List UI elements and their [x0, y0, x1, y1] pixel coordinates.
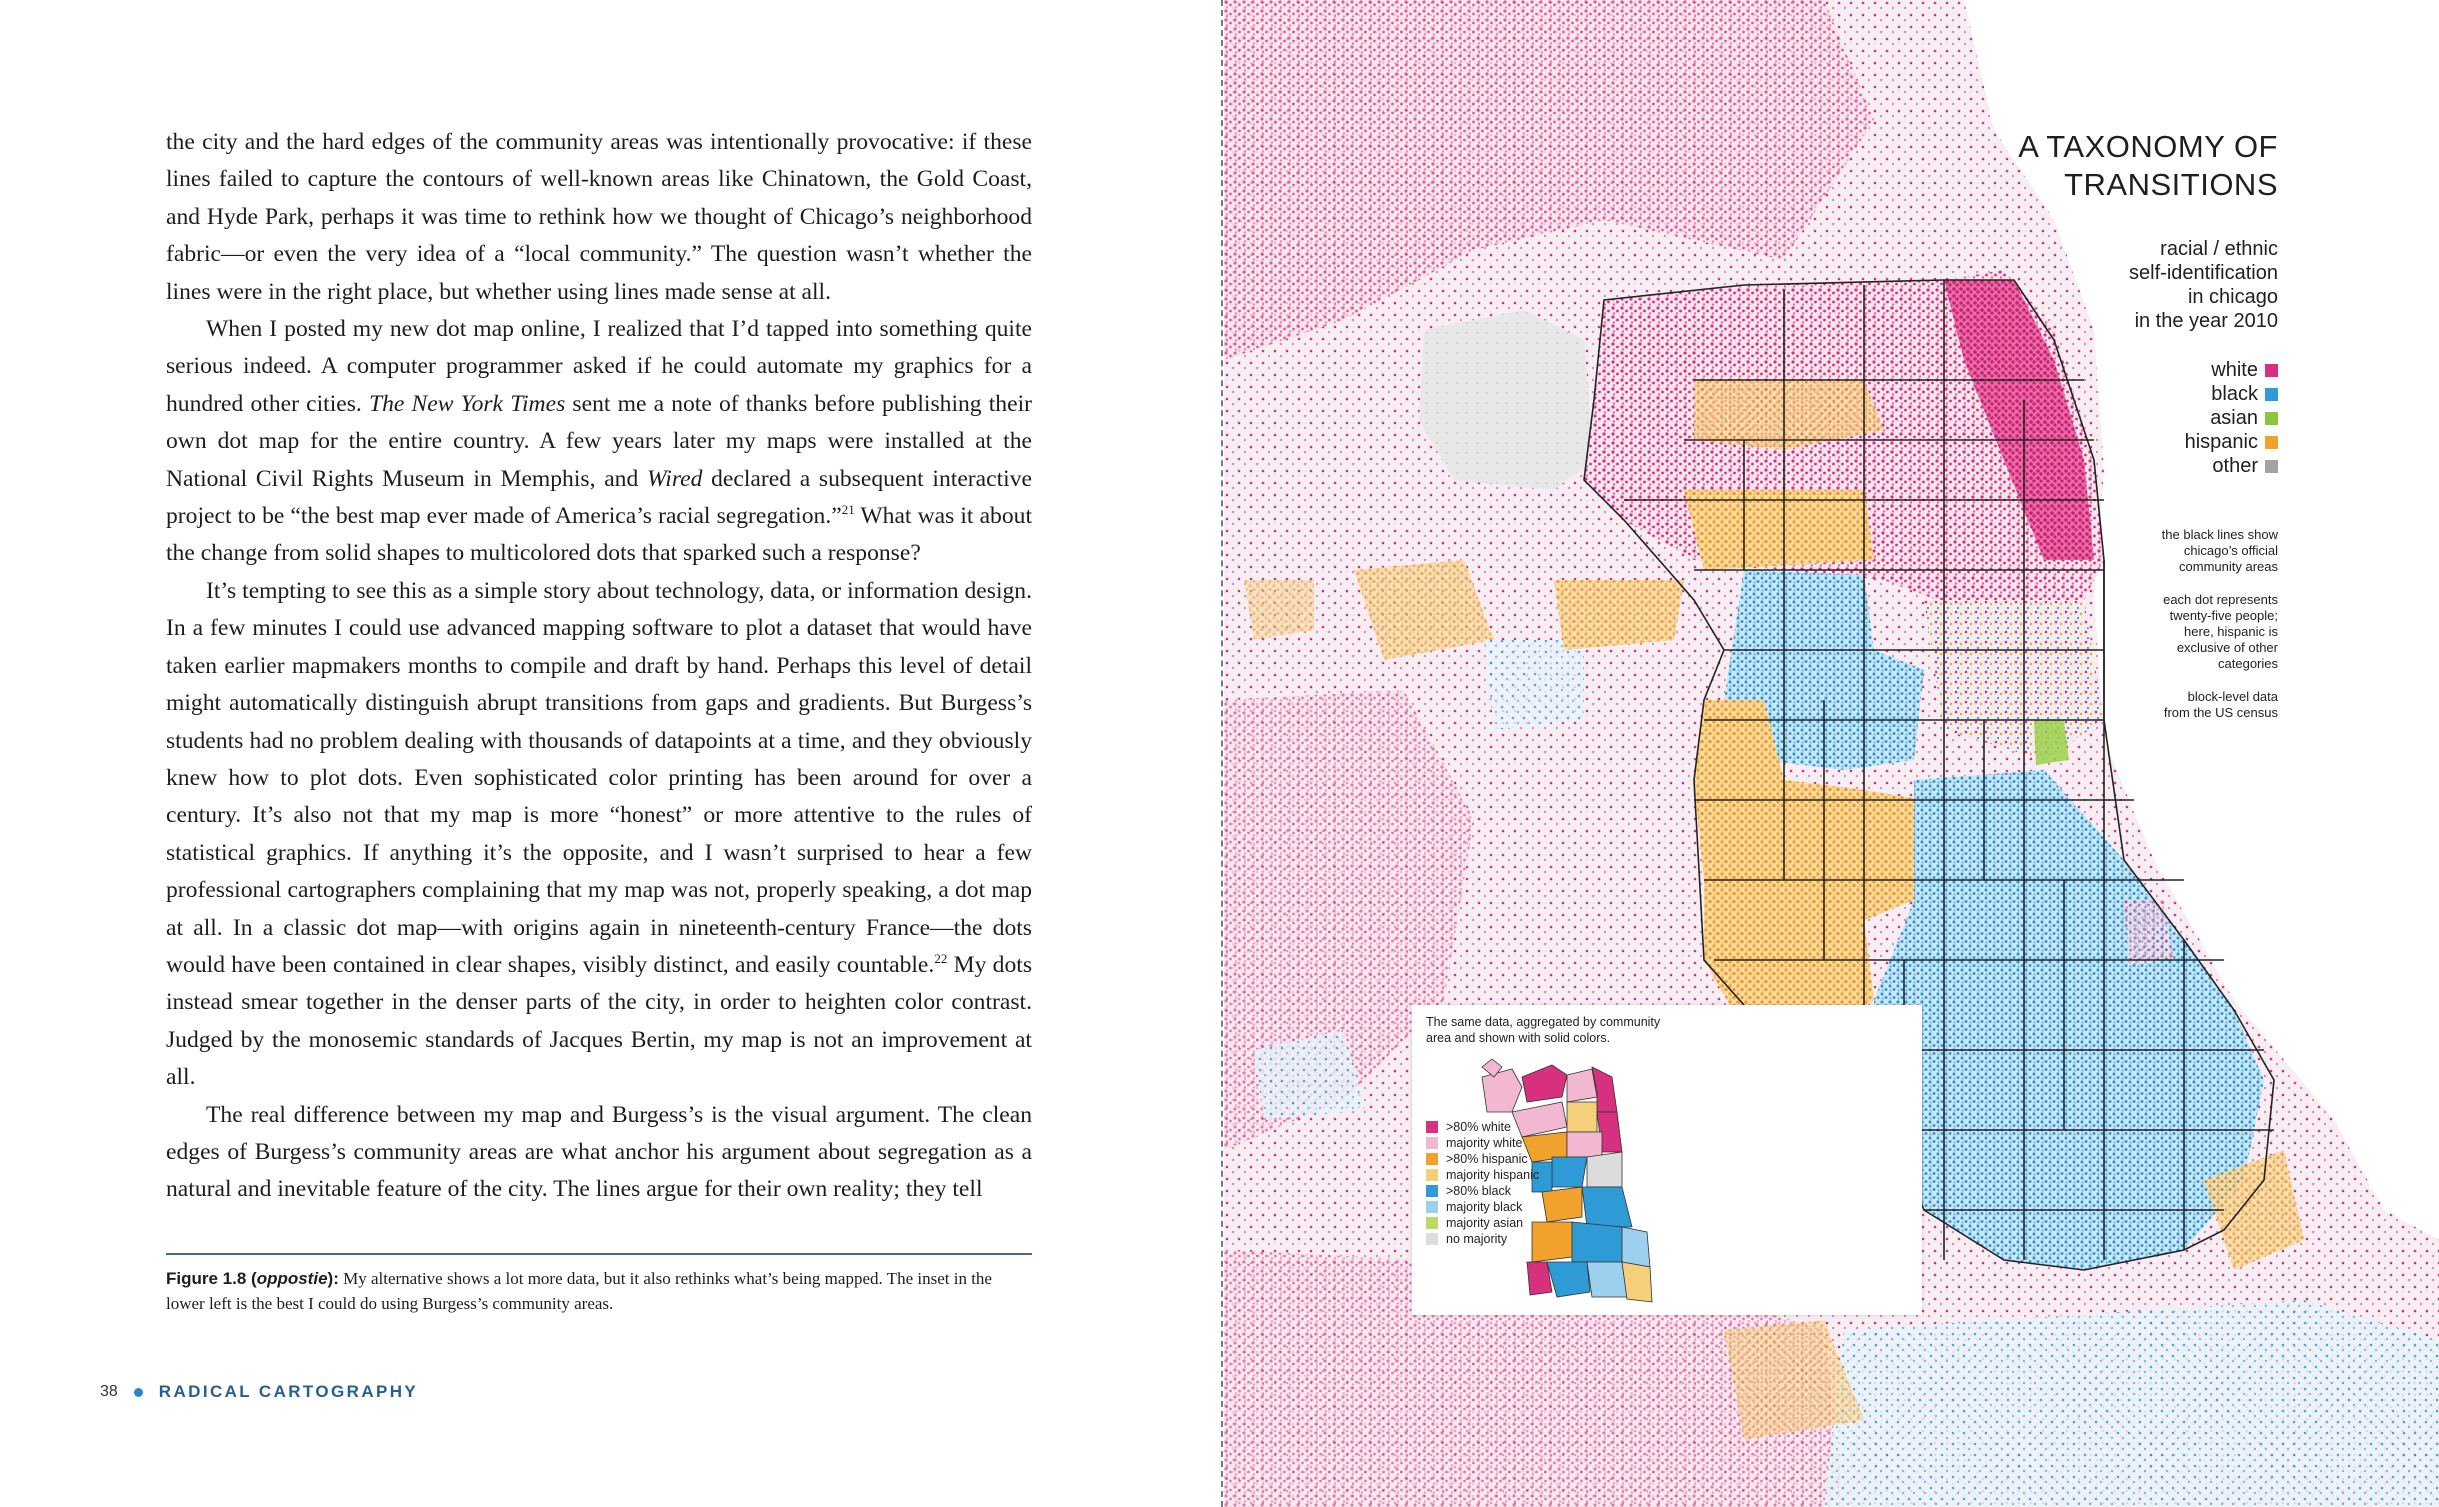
- legend-label: white: [2211, 358, 2258, 381]
- inset-title-line1: The same data, aggregated by community: [1426, 1015, 1661, 1029]
- running-head: RADICAL CARTOGRAPHY: [158, 1382, 419, 1401]
- legend-label: hispanic: [2184, 430, 2258, 453]
- legend-item-black: [1224, 382, 2278, 406]
- map-note-line: community areas: [2179, 559, 2278, 574]
- map-subtitle-line: in the year 2010: [2134, 310, 2278, 332]
- inset-legend-item: [1426, 1167, 1539, 1183]
- inset-legend-label: >80% white: [1446, 1120, 1511, 1134]
- inset-legend-item: [1426, 1215, 1523, 1231]
- inset-community-area-map: [1412, 1005, 1922, 1315]
- map-title-line2: TRANSITIONS: [2064, 167, 2278, 202]
- chinatown-asian: [2034, 720, 2069, 765]
- inset-legend-item: [1426, 1183, 1511, 1199]
- inset-legend-swatch: [1426, 1201, 1438, 1213]
- text-run: When I posted my new dot map online, I realized that I’d tapped into something quite serious indeed. A computer programmer asked if he could automate my graphics for a hundred other cities.: [166, 316, 1032, 417]
- inset-legend-item: [1426, 1199, 1522, 1215]
- caption-rule: [166, 1253, 1032, 1255]
- body-paragraph: [166, 1097, 1032, 1209]
- inset-legend-swatch: [1426, 1185, 1438, 1197]
- inset-legend-label: majority white: [1446, 1136, 1523, 1150]
- text-run: the city and the hard edges of the community areas was intentionally provocative: if these lines failed to capture the contours of well-known areas like Chinatown, the Gold Coast, and Hyde Park, perhaps it was time to rethink how we thought of Chicago’s neighborhood fabric—or even the very idea of a “local community.” The question wasn’t whether the lines were in the right place, but whether using lines made sense at all.: [166, 129, 1032, 305]
- text-run: It’s tempting to see this as a simple story about technology, data, or information design. In a few minutes I could use advanced mapping software to plot a dataset that would have taken earlier mapmakers months to compile and draft by hand. Perhaps this level of detail might automatically distinguish abrupt transitions from gaps and gradients. But Burgess’s students had no problem dealing with thousands of datapoints at a time, and they obviously knew how to plot dots. Even sophisticated color printing has been around for over a century. It’s also not that my map is more “honest” or more attentive to the rules of statistical graphics. If anything it’s the opposite, and I wasn’t surprised to hear a few professional cartographers complaining that my map was not, properly speaking, a dot map at all. In a classic dot map—with origins again in nineteenth-century France—the dots would have been contained in clear shapes, visibly distinct, and easily countable.: [166, 577, 1032, 978]
- legend-swatch: [2265, 436, 2278, 449]
- figure-caption: [166, 1266, 1032, 1316]
- footer-bullet-icon: [134, 1388, 143, 1397]
- page-footer: [100, 1379, 418, 1405]
- caption-label-prefix: Figure 1.8 (: [166, 1269, 257, 1288]
- legend-label: asian: [2210, 406, 2258, 429]
- text-run: declared a subsequent interactive project to be “the best map ever made of America’s racial segregation.”: [166, 465, 1032, 530]
- map-note-line: chicago’s official: [2183, 543, 2278, 558]
- legend-item-hispanic: [1224, 430, 2278, 454]
- inset-legend-label: majority hispanic: [1446, 1168, 1540, 1182]
- map-subtitle-line: racial / ethnic: [2160, 238, 2278, 260]
- map-note-line: the black lines show: [2161, 527, 2278, 542]
- map-note-line: here, hispanic is: [2184, 624, 2278, 639]
- page-number: 38: [100, 1383, 118, 1400]
- legend-swatch: [2265, 388, 2278, 401]
- caption-label-suffix: ):: [327, 1269, 339, 1288]
- inset-title-line2: area and shown with solid colors.: [1426, 1031, 1611, 1045]
- inset-legend-item: [1426, 1231, 1507, 1247]
- inset-legend-swatch: [1426, 1169, 1438, 1181]
- caption-label: [166, 1269, 339, 1288]
- footnote-ref: 22: [934, 951, 948, 967]
- map-note-line: exclusive of other: [2176, 640, 2278, 655]
- inset-legend-swatch: [1426, 1217, 1438, 1229]
- inset-legend-label: >80% hispanic: [1446, 1152, 1528, 1166]
- map-subtitle-line: in chicago: [2187, 286, 2278, 308]
- text-run: My dots instead smear together in the denser parts of the city, in order to heighten color contrast. Judged by the monosemic standards of Jacques Bertin, my map is not an improvement at all.: [166, 951, 1033, 1091]
- legend-label: other: [2212, 454, 2258, 477]
- caption-text: My alternative shows a lot more data, but it also rethinks what’s being mapped. The inset in the lower left is the best I could do using Burgess’s community areas.: [166, 1269, 992, 1313]
- map-title-line1: A TAXONOMY OF: [2018, 129, 2278, 164]
- body-paragraph: [166, 311, 1032, 573]
- inset-legend-swatch: [1426, 1153, 1438, 1165]
- text-run: The real difference between my map and Burgess’s is the visual argument. The clean edges of Burgess’s community areas are what anchor his argument about segregation as a natural and inevitable feature of the city. The lines argue for their own reality; they tell: [166, 1101, 1032, 1203]
- legend-item-other: [1224, 454, 2278, 478]
- inset-legend-label: no majority: [1446, 1232, 1508, 1246]
- text-run: What was it about the change from solid shapes to multicolored dots that sparked such a response?: [166, 503, 1033, 567]
- map-subtitle-line: self-identification: [2129, 262, 2278, 284]
- inset-legend-item: [1426, 1135, 1522, 1151]
- legend-label: black: [2211, 382, 2258, 405]
- gutter-fold-line: [1221, 0, 1223, 1507]
- map-note-line: twenty-five people;: [2169, 608, 2278, 623]
- body-paragraph: [166, 124, 1032, 311]
- inset-legend-item: [1426, 1119, 1511, 1135]
- map-note-line: categories: [2218, 656, 2278, 671]
- legend-swatch: [2265, 460, 2278, 473]
- italic-title: The New York Times: [368, 390, 566, 417]
- body-paragraph: [166, 573, 1032, 1097]
- inset-legend-label: majority black: [1446, 1200, 1523, 1214]
- map-page: [1224, 0, 2439, 1507]
- map-note-line: block-level data: [2187, 689, 2278, 704]
- legend-swatch: [2265, 364, 2278, 377]
- south-suburbs-black: [1824, 1300, 2439, 1507]
- footnote-ref: 21: [841, 502, 855, 518]
- inset-legend-swatch: [1426, 1121, 1438, 1133]
- inset-legend-swatch: [1426, 1137, 1438, 1149]
- map-note-line: each dot represents: [2163, 592, 2278, 607]
- text-run: sent me a note of thanks before publishing their own dot map for the entire country. A few years later my maps were installed at the National Civil Rights Museum in Memphis, and: [166, 390, 1032, 492]
- body-text: [166, 124, 1032, 1209]
- inset-legend-item: [1426, 1151, 1528, 1167]
- legend-item-asian: [1224, 406, 2278, 430]
- inset-legend-label: majority asian: [1446, 1216, 1524, 1230]
- legend-item-white: [1224, 358, 2278, 382]
- caption-label-italic: oppostie: [256, 1269, 328, 1288]
- inset-legend-swatch: [1426, 1233, 1438, 1245]
- legend-swatch: [2265, 412, 2278, 425]
- italic-title: Wired: [646, 465, 703, 492]
- map-note-line: from the US census: [2163, 705, 2278, 720]
- inset-legend-label: >80% black: [1446, 1184, 1511, 1198]
